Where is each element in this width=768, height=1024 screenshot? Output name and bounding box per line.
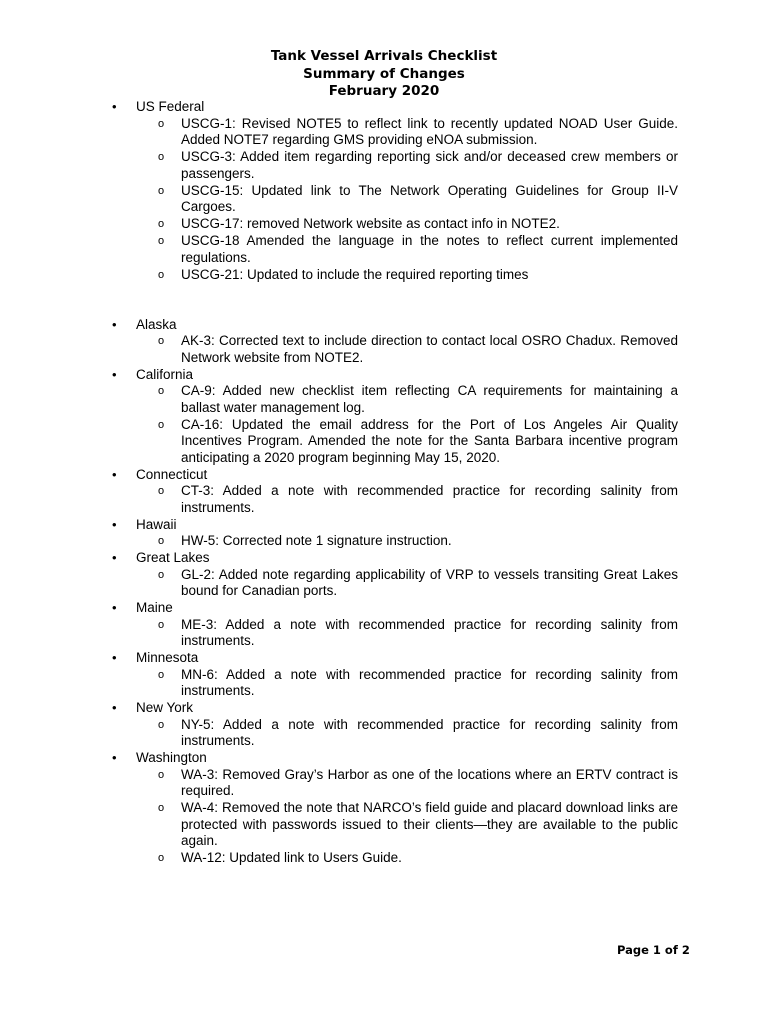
bullet-icon: • xyxy=(112,700,117,715)
change-items xyxy=(136,667,678,700)
list-item xyxy=(136,216,678,233)
circle-bullet-icon: o xyxy=(158,535,165,547)
change-items xyxy=(136,767,678,867)
section-minnesota xyxy=(112,650,678,700)
section-heading: Connecticut xyxy=(136,466,208,482)
list-item xyxy=(136,767,678,800)
item-text: USCG-21: Updated to include the required reporting times xyxy=(181,266,529,282)
circle-bullet-icon: o xyxy=(158,568,165,581)
list-item xyxy=(136,800,678,850)
item-text: USCG-15: Updated link to The Network Operating Guidelines for Group II-V Cargoes. xyxy=(181,182,678,214)
section-alaska xyxy=(112,317,678,367)
item-text: USCG-3: Added item regarding reporting sick and/or deceased crew members or passengers. xyxy=(181,149,678,181)
list-item xyxy=(136,267,678,284)
circle-bullet-icon: o xyxy=(158,117,165,130)
bullet-icon: • xyxy=(112,750,117,765)
change-items xyxy=(136,717,678,750)
item-text: CA-16: Updated the email address for the Port of Los Angeles Air Quality Incentives Program. Amended the note for the Santa Barbara incentive program anticipating a 2020 program beginning May 15, 2020. xyxy=(181,416,678,465)
item-text: AK-3: Corrected text to include direction to contact local OSRO Chadux. Removed Network website from NOTE2. xyxy=(181,333,678,365)
circle-bullet-icon: o xyxy=(158,335,165,347)
item-text: USCG-18 Amended the language in the notes to reflect current implemented regulations. xyxy=(181,233,678,265)
change-items xyxy=(136,116,678,284)
changes-list xyxy=(112,99,678,867)
bullet-icon: • xyxy=(112,550,117,565)
change-items xyxy=(136,567,678,600)
list-item xyxy=(136,850,678,867)
list-item xyxy=(136,116,678,149)
item-text: GL-2: Added note regarding applicability of VRP to vessels transiting Great Lakes bound for Canadian ports. xyxy=(181,566,678,598)
section-washington xyxy=(112,750,678,867)
page-number: Page 1 of 2 xyxy=(617,943,690,957)
item-text: WA-4: Removed the note that NARCO’s field guide and placard download links are protected with passwords issued to their clients—they are available to the public again. xyxy=(181,800,678,848)
list-item xyxy=(136,617,678,650)
circle-bullet-icon: o xyxy=(158,418,165,431)
section-heading: Hawaii xyxy=(136,516,177,532)
list-item xyxy=(136,717,678,750)
circle-bullet-icon: o xyxy=(158,218,165,230)
section-heading: Great Lakes xyxy=(136,550,210,565)
circle-bullet-icon: o xyxy=(158,485,165,497)
circle-bullet-icon: o xyxy=(158,802,165,814)
section-heading: Minnesota xyxy=(136,650,199,665)
section-maine xyxy=(112,600,678,650)
circle-bullet-icon: o xyxy=(158,385,165,397)
bullet-icon: • xyxy=(112,366,117,382)
item-text: ME-3: Added a note with recommended practice for recording salinity from instruments. xyxy=(181,616,678,648)
list-item xyxy=(136,483,678,516)
item-text: NY-5: Added a note with recommended practice for recording salinity from instruments. xyxy=(181,716,678,748)
list-item xyxy=(136,149,678,182)
bullet-icon: • xyxy=(112,99,117,114)
spacer xyxy=(112,284,678,317)
bullet-icon: • xyxy=(112,516,117,532)
bullet-icon: • xyxy=(112,466,117,482)
item-text: HW-5: Corrected note 1 signature instruction. xyxy=(181,533,452,548)
item-text: USCG-1: Revised NOTE5 to reflect link to recently updated NOAD User Guide. Added NOTE7 regarding GMS providing eNOA submission. xyxy=(181,115,678,147)
circle-bullet-icon: o xyxy=(158,618,165,631)
document-header xyxy=(0,48,768,101)
section-heading: California xyxy=(136,366,194,382)
circle-bullet-icon: o xyxy=(158,718,165,731)
item-text: MN-6: Added a note with recommended practice for recording salinity from instruments. xyxy=(181,666,678,698)
item-text: WA-3: Removed Gray’s Harbor as one of the locations where an ERTV contract is required. xyxy=(181,766,678,798)
section-heading: US Federal xyxy=(136,99,205,114)
list-item xyxy=(136,667,678,700)
list-item xyxy=(136,417,678,467)
bullet-icon: • xyxy=(112,650,117,665)
change-items xyxy=(136,333,678,366)
item-text: CA-9: Added new checklist item reflecting CA requirements for maintaining a ballast water management log. xyxy=(181,383,678,415)
bullet-icon: • xyxy=(112,316,117,332)
document-subtitle: Summary of Changes xyxy=(303,65,465,82)
circle-bullet-icon: o xyxy=(158,235,165,247)
change-items xyxy=(136,533,678,550)
list-item xyxy=(136,333,678,366)
list-item xyxy=(136,533,678,550)
list-item xyxy=(136,183,678,216)
section-connecticut xyxy=(112,467,678,517)
circle-bullet-icon: o xyxy=(158,184,165,197)
item-text: CT-3: Added a note with recommended practice for recording salinity from instruments. xyxy=(181,483,678,515)
document-title: Tank Vessel Arrivals Checklist xyxy=(270,48,498,64)
document-date: February 2020 xyxy=(328,83,440,99)
item-text: WA-12: Updated link to Users Guide. xyxy=(181,850,402,865)
section-great-lakes xyxy=(112,550,678,600)
section-us-federal xyxy=(112,99,678,283)
item-text: USCG-17: removed Network website as contact info in NOTE2. xyxy=(181,216,560,231)
section-new-york xyxy=(112,700,678,750)
section-heading: Maine xyxy=(136,600,173,615)
list-item xyxy=(136,567,678,600)
change-items xyxy=(136,383,678,466)
section-california xyxy=(112,367,678,467)
change-items xyxy=(136,483,678,516)
list-item xyxy=(136,233,678,266)
change-items xyxy=(136,617,678,650)
section-hawaii xyxy=(112,517,678,550)
section-heading: New York xyxy=(136,700,194,715)
list-item xyxy=(136,383,678,416)
circle-bullet-icon: o xyxy=(158,768,165,781)
bullet-icon: • xyxy=(112,600,117,615)
section-heading: Washington xyxy=(136,750,207,765)
circle-bullet-icon: o xyxy=(158,668,165,681)
circle-bullet-icon: o xyxy=(158,852,165,864)
circle-bullet-icon: o xyxy=(158,151,165,163)
section-heading: Alaska xyxy=(136,316,177,332)
circle-bullet-icon: o xyxy=(158,268,165,281)
